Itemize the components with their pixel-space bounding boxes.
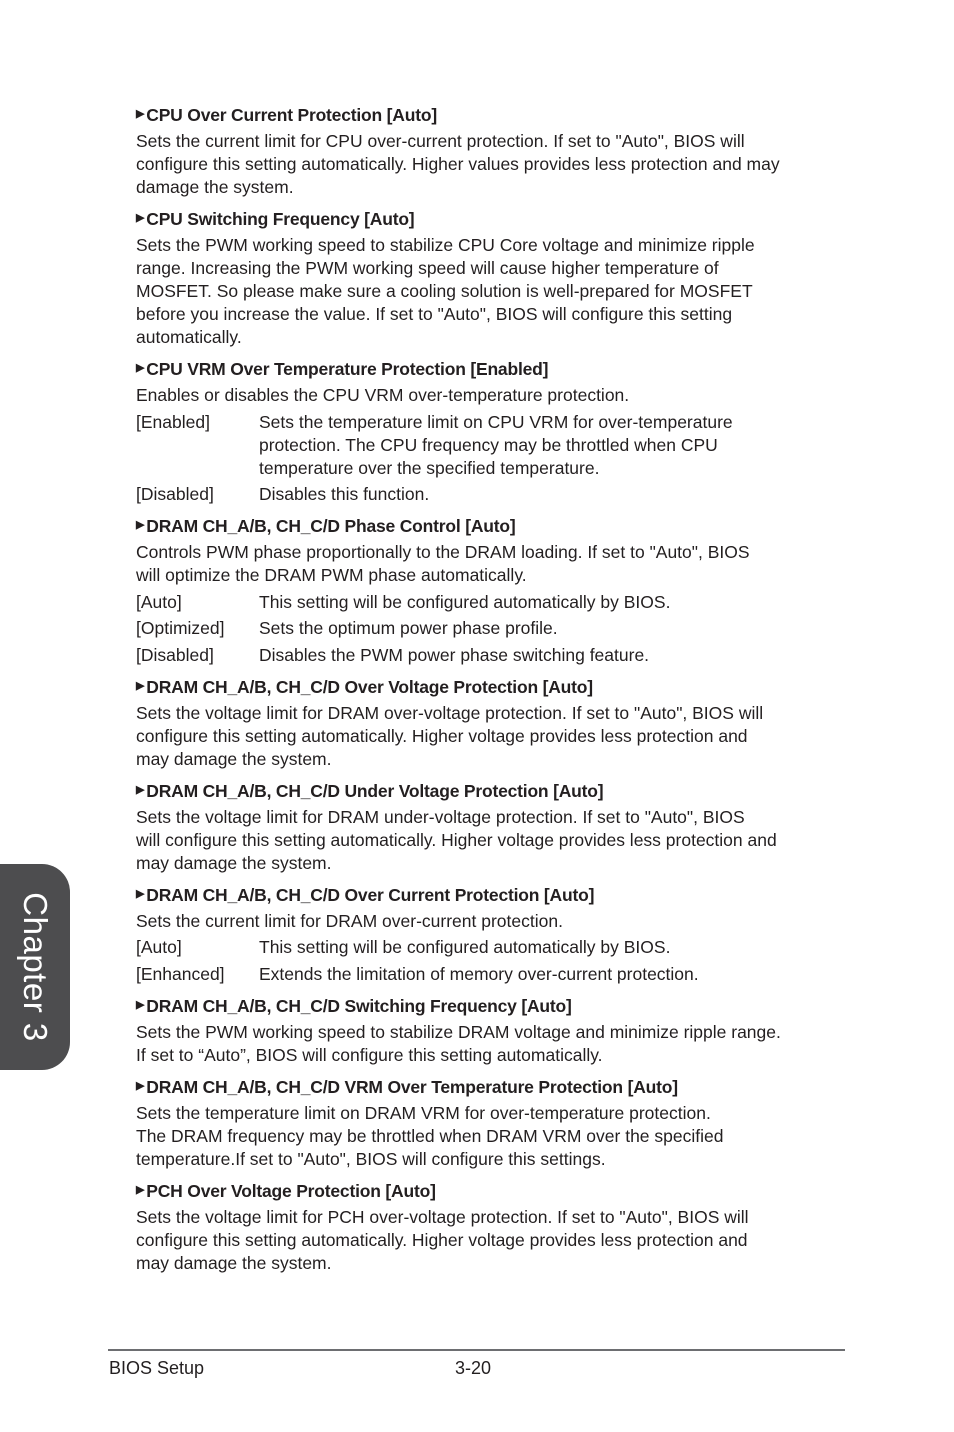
chapter-tab-label: Chapter 3 [17,892,54,1042]
triangle-bullet-icon: ▶ [136,679,145,692]
setting-heading [136,104,848,127]
triangle-bullet-icon: ▶ [136,362,145,374]
option-description [259,483,848,506]
setting-heading-text: CPU Over Current Protection [Auto] [146,105,437,125]
setting-heading [136,676,848,699]
triangle-bullet-icon: ▶ [136,212,145,224]
setting-description [136,384,848,407]
option-row [136,483,848,506]
description-line: before you increase the value. If set to "Auto", BIOS will configure this setting [136,304,733,324]
setting-description [136,1102,848,1171]
setting-heading-text: DRAM CH_A/B, CH_C/D Phase Control [Auto] [146,516,516,536]
option-description [259,411,848,480]
option-line: Sets the temperature limit on CPU VRM for over-temperature [259,411,733,432]
setting-heading [136,358,848,381]
setting-heading [136,208,848,231]
setting-heading [136,515,848,538]
setting-heading-text: DRAM CH_A/B, CH_C/D VRM Over Temperature Protection [Auto] [146,1076,678,1097]
description-line: Sets the PWM working speed to stabilize DRAM voltage and minimize ripple range. [136,1021,781,1042]
description-line: may damage the system. [136,748,332,769]
description-line: Sets the temperature limit on DRAM VRM for over-temperature protection. [136,1102,711,1123]
description-line: If set to “Auto”, BIOS will configure this setting automatically. [136,1044,603,1065]
option-line: This setting will be configured automatically by BIOS. [259,591,671,612]
setting-heading-text: DRAM CH_A/B, CH_C/D Over Current Protection [Auto] [146,884,595,905]
description-line: The DRAM frequency may be throttled when DRAM VRM over the specified [136,1125,724,1146]
setting-section [136,104,848,199]
description-line: Sets the PWM working speed to stabilize CPU Core voltage and minimize ripple [136,235,755,255]
setting-section [136,780,848,875]
description-line: may damage the system. [136,852,332,873]
option-description [259,591,848,614]
description-line: Sets the voltage limit for DRAM over-voltage protection. If set to "Auto", BIOS will [136,702,764,723]
option-line: protection. The CPU frequency may be throttled when CPU [259,434,718,455]
option-line: This setting will be configured automatically by BIOS. [259,937,671,957]
footer-page-number: 3-20 [455,1358,492,1378]
setting-heading [136,780,848,803]
description-line: Sets the current limit for CPU over-current protection. If set to "Auto", BIOS will [136,131,745,151]
option-description [259,644,848,667]
option-key: [Enhanced] [136,963,225,984]
document-body [136,104,848,1284]
description-line: may damage the system. [136,1252,332,1273]
chapter-tab [0,864,70,1070]
setting-heading [136,1180,848,1203]
setting-section [136,995,848,1067]
setting-heading-text: CPU VRM Over Temperature Protection [Enabled] [146,359,549,379]
description-line: configure this setting automatically. Higher voltage provides less protection and [136,1229,748,1250]
option-key: [Disabled] [136,644,214,665]
description-line: Sets the voltage limit for PCH over-voltage protection. If set to "Auto", BIOS will [136,1206,749,1227]
option-line: Disables the PWM power phase switching feature. [259,644,650,665]
option-key: [Optimized] [136,618,225,638]
setting-section [136,208,848,349]
option-key: [Disabled] [136,484,214,504]
description-line: automatically. [136,327,242,347]
setting-heading-text: PCH Over Voltage Protection [Auto] [146,1180,436,1201]
description-line: damage the system. [136,177,294,197]
setting-heading [136,1076,848,1099]
option-key: [Auto] [136,591,182,612]
option-row [136,617,848,640]
setting-heading-text: DRAM CH_A/B, CH_C/D Over Voltage Protection [Auto] [146,676,593,697]
setting-heading-text: DRAM CH_A/B, CH_C/D Switching Frequency [Auto] [146,995,572,1016]
setting-heading [136,884,848,907]
description-line: temperature.If set to "Auto", BIOS will configure this settings. [136,1148,606,1169]
setting-description [136,1021,848,1067]
option-row [136,591,848,614]
setting-section [136,515,848,667]
option-description [259,936,848,959]
triangle-bullet-icon: ▶ [136,108,145,120]
description-line: configure this setting automatically. Higher voltage provides less protection and [136,725,748,746]
setting-description [136,130,848,199]
setting-section [136,1076,848,1171]
triangle-bullet-icon: ▶ [136,783,145,796]
option-description [259,963,848,986]
setting-section [136,1180,848,1275]
setting-description [136,702,848,771]
description-line: Enables or disables the CPU VRM over-temperature protection. [136,385,630,405]
option-key: [Enabled] [136,411,210,432]
footer-rule [108,1349,845,1351]
option-line: temperature over the specified temperature. [259,457,600,478]
setting-section [136,884,848,986]
option-row [136,644,848,667]
setting-description [136,1206,848,1275]
setting-description [136,910,848,933]
setting-heading-text: DRAM CH_A/B, CH_C/D Under Voltage Protection [Auto] [146,780,604,801]
setting-section [136,358,848,506]
description-line: will optimize the DRAM PWM phase automatically. [136,565,527,585]
description-line: MOSFET. So please make sure a cooling solution is well-prepared for MOSFET [136,281,753,301]
option-row [136,411,848,480]
option-line: Sets the optimum power phase profile. [259,618,558,638]
triangle-bullet-icon: ▶ [136,1183,145,1196]
triangle-bullet-icon: ▶ [136,887,145,900]
option-row [136,963,848,986]
triangle-bullet-icon: ▶ [136,998,145,1011]
description-line: Controls PWM phase proportionally to the DRAM loading. If set to "Auto", BIOS [136,542,750,562]
option-description [259,617,848,640]
description-line: will configure this setting automatically. Higher voltage provides less protection and [136,829,777,850]
setting-heading-text: CPU Switching Frequency [Auto] [146,209,415,229]
setting-description [136,541,848,587]
setting-description [136,234,848,349]
setting-section [136,676,848,771]
setting-description [136,806,848,875]
description-line: Sets the voltage limit for DRAM under-voltage protection. If set to "Auto", BIOS [136,806,745,827]
footer-section-title: BIOS Setup [109,1358,205,1378]
option-row [136,936,848,959]
description-line: configure this setting automatically. Higher values provides less protection and may [136,154,780,174]
option-line: Extends the limitation of memory over-current protection. [259,963,699,984]
setting-heading [136,995,848,1018]
option-key: [Auto] [136,937,182,957]
triangle-bullet-icon: ▶ [136,1079,145,1092]
option-line: Disables this function. [259,484,430,504]
triangle-bullet-icon: ▶ [136,519,145,531]
description-line: range. Increasing the PWM working speed will cause higher temperature of [136,258,719,278]
description-line: Sets the current limit for DRAM over-current protection. [136,910,563,931]
